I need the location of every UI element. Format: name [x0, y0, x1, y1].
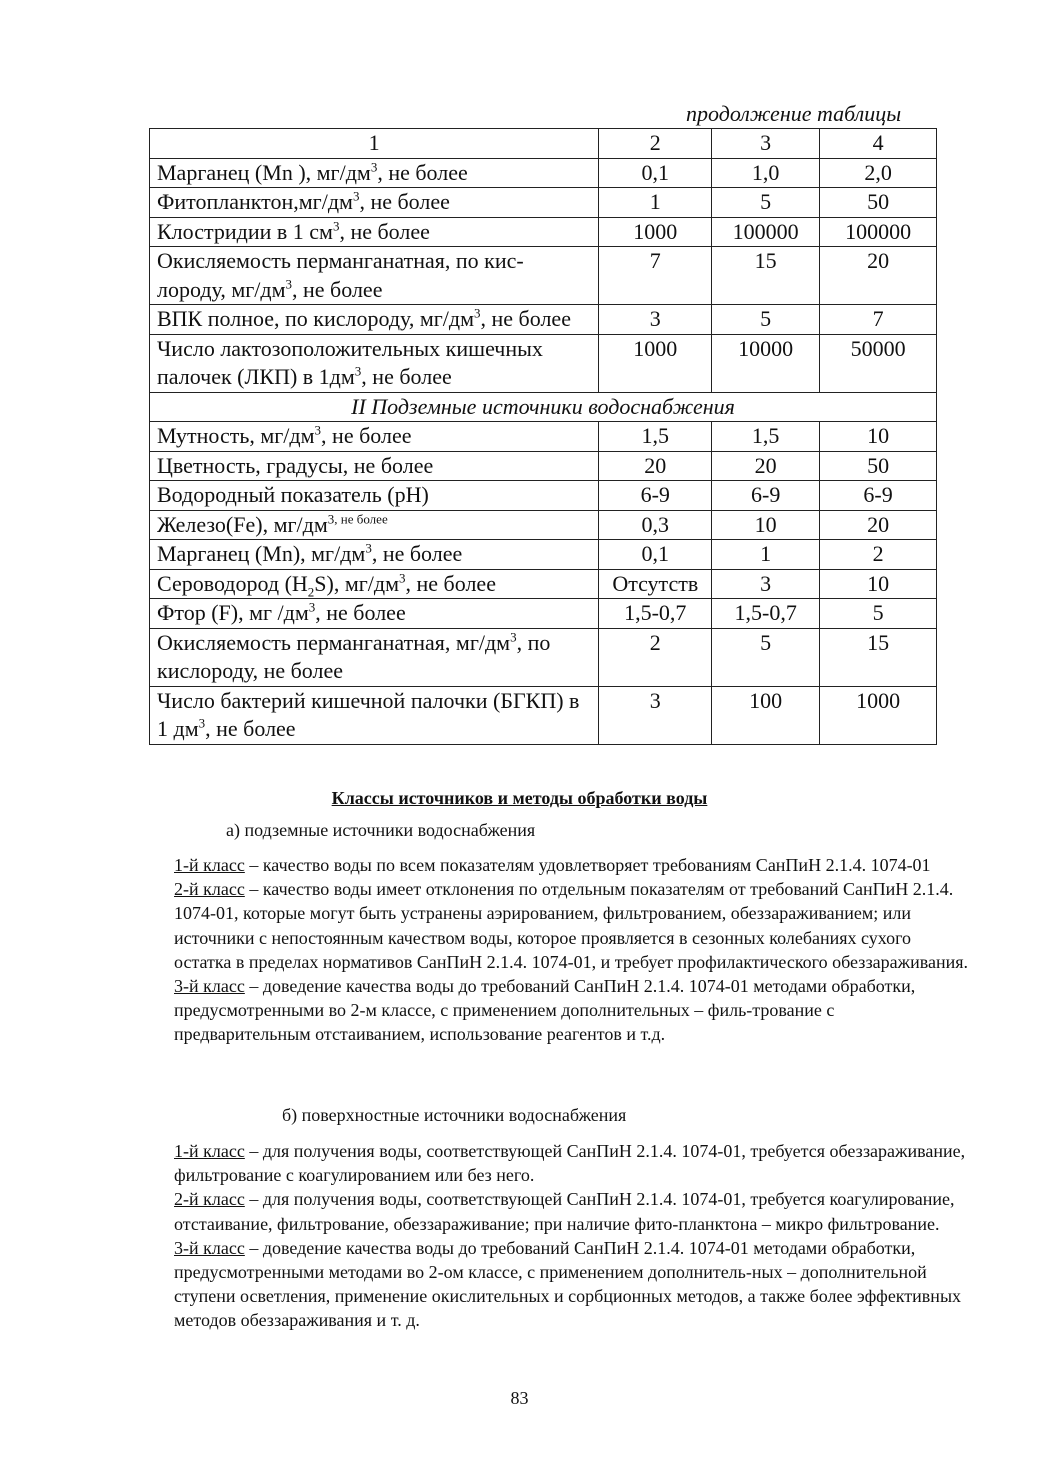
value-cell: 100 — [712, 686, 820, 744]
table-row — [150, 305, 937, 335]
value-cell: 20 — [712, 451, 820, 481]
indicator-text: Фтор (F), мг /дм — [157, 600, 309, 625]
indicator-cell — [150, 188, 599, 218]
superscript: 3 — [354, 363, 362, 379]
value-cell: 10 — [712, 510, 820, 540]
table-row — [150, 540, 937, 570]
indicator-cell — [150, 686, 599, 744]
indicator-cell — [150, 451, 599, 481]
indicator-text: Окисляемость перманганатная, по кис-лороду, мг/дм — [157, 248, 524, 302]
indicator-text: Марганец (Mn ), мг/дм — [157, 159, 371, 185]
indicator-text: Фитопланктон,мг/дм — [157, 189, 353, 214]
superscript: 3 — [370, 159, 378, 175]
indicator-text: , не более — [361, 364, 452, 389]
superscript: 3 — [399, 570, 406, 586]
value-cell: 50 — [820, 188, 937, 218]
subscript: 2 — [307, 583, 315, 599]
value-cell: 1,5-0,7 — [712, 599, 820, 629]
indicator-text: Клостридии в 1 см — [157, 218, 333, 244]
indicator-cell — [150, 422, 599, 452]
value-cell: 7 — [820, 305, 937, 335]
superscript-note: 3, не более — [327, 511, 388, 527]
table-row — [150, 217, 937, 247]
table-row — [150, 188, 937, 218]
indicator-cell — [150, 569, 599, 599]
class-description: – качество воды имеет отклонения по отдельным показателям от требований СанПиН 2.1.4. 1074-01, которые могут быть устранены аэрированием, фильтрованием, обеззараживанием; или источники с непостоянным качеством воды, которое проявляется в сезонных колебаниях сухого остатка в пределах нормативов СанПиН 2.1.4. 1074-01, и требует профилактического обеззараживания. — [174, 879, 969, 972]
value-cell: 5 — [712, 305, 820, 335]
class-label: 1-й класс — [174, 855, 245, 875]
section-heading: Классы источников и методы обработки воды — [331, 788, 708, 808]
value-cell: 10 — [820, 569, 937, 599]
value-cell: 15 — [712, 247, 820, 305]
value-cell: 10000 — [712, 334, 820, 392]
value-cell: 6-9 — [599, 481, 712, 511]
table-row — [150, 158, 937, 188]
indicator-text: , не более — [339, 218, 430, 244]
indicator-text: , не более — [359, 189, 450, 214]
class-label: 3-й класс — [174, 1237, 245, 1258]
indicator-cell — [150, 247, 599, 305]
value-cell: 3 — [599, 686, 712, 744]
indicator-cell — [150, 305, 599, 335]
indicator-cell — [150, 510, 599, 540]
class-label: 3-й класс — [174, 976, 245, 997]
value-cell: 6-9 — [820, 481, 937, 511]
class-label: 2-й класс — [174, 879, 245, 900]
class-label: 1-й класс — [174, 1141, 245, 1161]
indicator-text: S), мг/дм — [314, 570, 400, 596]
table-row — [150, 686, 937, 744]
value-cell: 20 — [820, 247, 937, 305]
header-cell: 4 — [820, 129, 937, 159]
superscript: 3 — [510, 629, 517, 645]
table-row — [150, 569, 937, 599]
table-row — [150, 334, 937, 392]
indicator-text: Число лактозоположительных кишечных палочек (ЛКП) в 1дм — [157, 335, 543, 389]
indicator-text: Водородный показатель (pH) — [157, 482, 429, 507]
indicator-cell — [150, 540, 599, 570]
value-cell: 1,5-0,7 — [599, 599, 712, 629]
table-row — [150, 510, 937, 540]
indicator-text: ВПК полное, по кислороду, мг/дм — [157, 306, 475, 331]
table-row — [150, 599, 937, 629]
indicator-text: , не более — [315, 600, 406, 625]
value-cell: 1,5 — [599, 422, 712, 452]
value-cell: 6-9 — [712, 481, 820, 511]
value-cell: 5 — [712, 188, 820, 218]
table-row — [150, 451, 937, 481]
section-row — [150, 392, 937, 422]
value-cell: 20 — [599, 451, 712, 481]
value-cell: 7 — [599, 247, 712, 305]
header-cell: 1 — [150, 129, 599, 159]
value-cell: 1000 — [599, 217, 712, 247]
value-cell: Отсутств — [599, 569, 712, 599]
indicator-cell — [150, 334, 599, 392]
indicator-text: , по кислороду, не более — [157, 629, 551, 683]
indicator-text: , не более — [292, 276, 383, 302]
class-paragraph — [174, 1236, 969, 1333]
value-cell: 5 — [712, 628, 820, 686]
class-description: – доведение качества воды до требований СанПиН 2.1.4. 1074-01 методами обработки, предусмотренными во 2-м классе, с применением дополнительных – филь-трование с предварительным отстаиванием, использование реагентов и т.д. — [174, 976, 916, 1045]
page-number: 83 — [510, 1388, 529, 1408]
indicator-text: , не более — [321, 423, 412, 448]
value-cell: 1 — [599, 188, 712, 218]
value-cell: 0,1 — [599, 540, 712, 570]
indicator-text: , не более — [371, 541, 463, 566]
indicator-text: Число бактерий кишечной палочки (БГКП) в 1 дм — [157, 687, 580, 741]
indicator-text: Сероводород (H — [157, 570, 308, 596]
value-cell: 100000 — [712, 217, 820, 247]
value-cell: 1,5 — [712, 422, 820, 452]
table-continuation-label: продолжение таблицы — [686, 101, 902, 126]
value-cell: 1 — [712, 540, 820, 570]
superscript: 3 — [352, 188, 360, 204]
value-cell: 0,3 — [599, 510, 712, 540]
superscript: 3 — [365, 540, 372, 556]
indicator-text: , не более — [377, 159, 468, 185]
table-row — [150, 247, 937, 305]
indicator-text: Мутность, мг/дм — [157, 423, 315, 448]
value-cell: 1000 — [820, 686, 937, 744]
class-paragraph — [174, 1187, 969, 1235]
class-paragraph — [174, 1139, 969, 1187]
value-cell: 3 — [599, 305, 712, 335]
indicator-text: , не более — [480, 306, 571, 331]
table-header-row — [150, 129, 937, 159]
indicator-text: , не более — [205, 716, 296, 741]
superscript: 3 — [198, 715, 206, 731]
value-cell: 3 — [712, 569, 820, 599]
indicator-cell — [150, 217, 599, 247]
value-cell: 2 — [599, 628, 712, 686]
value-cell: 0,1 — [599, 158, 712, 188]
superscript: 3 — [474, 305, 481, 321]
table-row — [150, 628, 937, 686]
surface-water-classes — [174, 1139, 969, 1333]
value-cell: 2 — [820, 540, 937, 570]
class-description: – качество воды по всем показателям удовлетворяет требованиям СанПиН 2.1.4. 1074-01 — [244, 855, 931, 875]
value-cell: 15 — [820, 628, 937, 686]
value-cell: 1,0 — [712, 158, 820, 188]
indicator-cell — [150, 599, 599, 629]
indicator-cell — [150, 158, 599, 188]
value-cell: 100000 — [820, 217, 937, 247]
value-cell: 20 — [820, 510, 937, 540]
header-cell: 3 — [712, 129, 820, 159]
indicator-cell — [150, 628, 599, 686]
table-row — [150, 481, 937, 511]
table-row — [150, 422, 937, 452]
value-cell: 5 — [820, 599, 937, 629]
value-cell: 50 — [820, 451, 937, 481]
value-cell: 1000 — [599, 334, 712, 392]
subheading-surface-water: б) поверхностные источники водоснабжения — [282, 1105, 627, 1125]
class-paragraph — [174, 853, 969, 877]
class-description: – доведение качества воды до требований СанПиН 2.1.4. 1074-01 методами обработки, предусмотренными методами во 2-ом классе, с применением дополнитель-ных – дополнительной ступени осветления, применение окислительных и сорбционных методов, а также более эффективных методов обеззараживания и т. д. — [174, 1237, 962, 1331]
class-paragraph — [174, 877, 969, 974]
class-paragraph — [174, 974, 969, 1047]
superscript: 3 — [314, 422, 322, 438]
indicator-text: Марганец (Mn), мг/дм — [157, 541, 366, 566]
superscript: 3 — [332, 218, 340, 234]
indicator-text: Железо(Fe), мг/дм — [157, 511, 328, 537]
indicator-cell — [150, 481, 599, 511]
class-label: 2-й класс — [174, 1189, 245, 1210]
indicator-text: Цветность, градусы, не более — [157, 452, 434, 478]
value-cell: 10 — [820, 422, 937, 452]
water-quality-table — [149, 128, 937, 745]
section-title: II Подземные источники водоснабжения — [150, 392, 937, 422]
indicator-text: Окисляемость перманганатная, мг/дм — [157, 629, 511, 655]
header-cell: 2 — [599, 129, 712, 159]
value-cell: 2,0 — [820, 158, 937, 188]
groundwater-classes — [174, 853, 969, 1047]
subheading-groundwater: а) подземные источники водоснабжения — [226, 820, 536, 840]
class-description: – для получения воды, соответствующей СанПиН 2.1.4. 1074-01, требуется обеззараживание, фильтрование с коагулированием или без него. — [174, 1141, 966, 1186]
class-description: – для получения воды, соответствующей СанПиН 2.1.4. 1074-01, требуется коагулирование, отстаивание, фильтрование, обеззараживание; при наличие фито-планктона – микро фильтрование. — [174, 1189, 955, 1234]
superscript: 3 — [308, 599, 316, 615]
indicator-text: , не более — [405, 570, 496, 596]
value-cell: 50000 — [820, 334, 937, 392]
superscript: 3 — [285, 276, 293, 292]
